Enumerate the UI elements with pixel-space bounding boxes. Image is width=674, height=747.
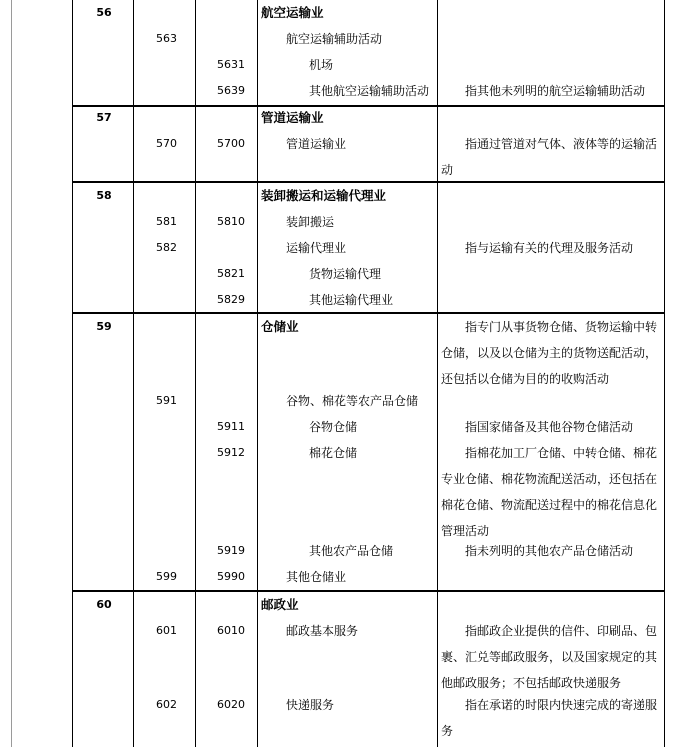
major-code: 59 (96, 320, 112, 333)
column-divider (72, 0, 73, 747)
minor-code: 5911 (217, 420, 245, 433)
table-left-border (11, 0, 12, 747)
minor-name: 其他运输代理业 (309, 293, 394, 307)
minor-code: 5821 (217, 267, 245, 280)
minor-name: 机场 (309, 58, 334, 72)
mid-name: 其他仓储业 (286, 570, 347, 584)
mid-name: 装卸搬运 (286, 215, 335, 229)
major-code: 60 (96, 598, 112, 611)
major-code: 57 (96, 111, 112, 124)
description: 指国家储备及其他谷物仓储活动 (465, 420, 634, 434)
mid-code: 582 (156, 241, 177, 254)
minor-code: 5912 (217, 446, 245, 459)
column-divider (437, 0, 438, 747)
minor-code: 5810 (217, 215, 245, 228)
major-name: 装卸搬运和运输代理业 (261, 188, 387, 203)
description: 指棉花加工厂仓储、中转仓储、棉花专业仓储、棉花物流配送活动，还包括在棉花仓储、物流配送过程中的棉花信息化管理活动 (441, 446, 658, 538)
mid-code: 570 (156, 137, 177, 150)
major-name: 航空运输业 (261, 5, 324, 20)
description: 指在承诺的时限内快速完成的寄递服务 (441, 698, 658, 738)
description: 指其他未列明的航空运输辅助活动 (465, 84, 646, 98)
description: 指专门从事货物仓储、货物运输中转仓储，以及以仓储为主的货物送配活动，还包括以仓储为目的的收购活动 (441, 320, 658, 386)
major-code: 58 (96, 189, 112, 202)
minor-name: 谷物仓储 (309, 420, 358, 434)
mid-code: 591 (156, 394, 177, 407)
column-divider (133, 0, 134, 747)
mid-name: 邮政基本服务 (286, 624, 359, 638)
mid-code: 601 (156, 624, 177, 637)
minor-code: 5639 (217, 84, 245, 97)
description: 指未列明的其他农产品仓储活动 (465, 544, 634, 558)
row-divider (72, 590, 664, 592)
minor-code: 5990 (217, 570, 245, 583)
column-divider (195, 0, 196, 747)
column-divider (257, 0, 258, 747)
minor-name: 其他农产品仓储 (309, 544, 394, 558)
mid-name: 运输代理业 (286, 241, 347, 255)
mid-code: 563 (156, 32, 177, 45)
minor-code: 5631 (217, 58, 245, 71)
major-code: 56 (96, 6, 112, 19)
major-name: 仓储业 (261, 319, 299, 334)
minor-code: 5700 (217, 137, 245, 150)
minor-code: 5829 (217, 293, 245, 306)
minor-name: 棉花仓储 (309, 446, 358, 460)
minor-code: 6020 (217, 698, 245, 711)
minor-name: 其他航空运输辅助活动 (309, 84, 430, 98)
column-divider (664, 0, 665, 747)
mid-name: 航空运输辅助活动 (286, 32, 383, 46)
major-name: 管道运输业 (261, 110, 324, 125)
mid-name: 谷物、棉花等农产品仓储 (286, 394, 419, 408)
minor-code: 5919 (217, 544, 245, 557)
description: 指邮政企业提供的信件、印刷品、包裹、汇兑等邮政服务，以及国家规定的其他邮政服务；不包括邮政快递服务 (441, 624, 658, 690)
description: 指与运输有关的代理及服务活动 (465, 241, 634, 255)
mid-code: 599 (156, 570, 177, 583)
minor-code: 6010 (217, 624, 245, 637)
minor-name: 货物运输代理 (309, 267, 382, 281)
mid-code: 581 (156, 215, 177, 228)
row-divider (72, 105, 664, 107)
mid-name: 快递服务 (286, 698, 335, 712)
mid-code: 602 (156, 698, 177, 711)
major-name: 邮政业 (261, 597, 299, 612)
description: 指通过管道对气体、液体等的运输活动 (441, 137, 658, 177)
mid-name: 管道运输业 (286, 137, 347, 151)
